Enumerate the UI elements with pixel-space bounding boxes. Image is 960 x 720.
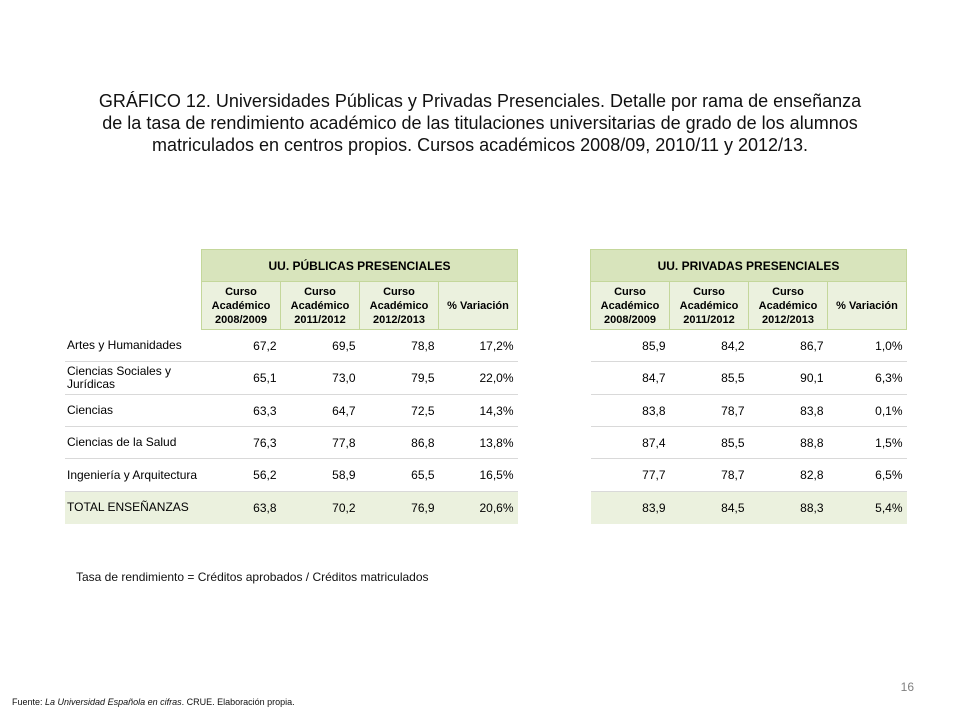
table-gap [518,427,591,459]
table-row [65,427,907,459]
column-header: % Variación [439,282,518,330]
formula-note: Tasa de rendimiento = Créditos aprobados / Créditos matriculados [76,570,429,584]
table-cell: 85,5 [670,427,749,459]
table-cell: 83,8 [749,395,828,427]
table-cell: 84,7 [591,362,670,395]
table-cell: 13,8% [439,427,518,459]
table-cell: 14,3% [439,395,518,427]
table-row [65,459,907,492]
table-cell: 0,1% [828,395,907,427]
source-prefix: Fuente: [12,697,46,707]
table-cell: 1,5% [828,427,907,459]
table-cell: 72,5 [360,395,439,427]
column-header: Curso Académico 2008/2009 [202,282,281,330]
table-cell: 84,2 [670,330,749,362]
table-cell: 83,9 [591,492,670,524]
table-gap [518,330,591,362]
group-header-privadas: UU. PRIVADAS PRESENCIALES [591,250,907,282]
row-label: Ingeniería y Arquitectura [65,459,202,492]
table-cell: 64,7 [281,395,360,427]
table-row [65,362,907,395]
row-label: TOTAL ENSEÑANZAS [65,492,202,524]
table-cell: 16,5% [439,459,518,492]
table-cell: 6,3% [828,362,907,395]
table-cell: 77,8 [281,427,360,459]
table-cell: 67,2 [202,330,281,362]
table-cell: 76,9 [360,492,439,524]
table-group-header-row [65,250,907,282]
table-cell: 85,5 [670,362,749,395]
page-number: 16 [900,680,914,694]
table-cell: 90,1 [749,362,828,395]
table-cell: 70,2 [281,492,360,524]
table-cell: 86,8 [360,427,439,459]
column-header: Curso Académico 2012/2013 [749,282,828,330]
column-header: Curso Académico 2012/2013 [360,282,439,330]
table-cell: 58,9 [281,459,360,492]
table-cell: 63,3 [202,395,281,427]
table-gap [518,250,591,282]
table-cell: 76,3 [202,427,281,459]
table-cell: 17,2% [439,330,518,362]
table-cell: 88,3 [749,492,828,524]
table-cell: 5,4% [828,492,907,524]
source-suffix: . CRUE. Elaboración propia. [181,697,295,707]
table-cell: 20,6% [439,492,518,524]
table-cell: 78,7 [670,395,749,427]
column-header: % Variación [828,282,907,330]
table-gap [518,492,591,524]
table-cell: 85,9 [591,330,670,362]
table-cell: 77,7 [591,459,670,492]
table-corner [65,250,202,282]
column-header: Curso Académico 2011/2012 [670,282,749,330]
table-row [65,330,907,362]
rendimiento-table [65,249,907,524]
table-cell: 78,8 [360,330,439,362]
table-cell: 6,5% [828,459,907,492]
table-cell: 65,5 [360,459,439,492]
table-cell: 84,5 [670,492,749,524]
row-label: Artes y Humanidades [65,330,202,362]
table-cell: 63,8 [202,492,281,524]
column-header: Curso Académico 2011/2012 [281,282,360,330]
table-cell: 65,1 [202,362,281,395]
table-gap [518,362,591,395]
table-cell: 86,7 [749,330,828,362]
table-cell: 73,0 [281,362,360,395]
table-cell: 78,7 [670,459,749,492]
source-note [12,697,295,707]
table-cell: 87,4 [591,427,670,459]
table-row [65,395,907,427]
table-gap [518,395,591,427]
table-corner [65,282,202,330]
page-title: GRÁFICO 12. Universidades Públicas y Privadas Presenciales. Detalle por rama de enseñanza de la tasa de rendimiento académico de las titulaciones universitarias de grado de los alumnos matriculados en centros propios. Cursos académicos 2008/09, 2010/11 y 2012/13. [98,91,862,155]
table-cell: 22,0% [439,362,518,395]
table-cell: 1,0% [828,330,907,362]
table-gap [518,459,591,492]
column-header: Curso Académico 2008/2009 [591,282,670,330]
table-cell: 83,8 [591,395,670,427]
row-label: Ciencias [65,395,202,427]
table-cell: 82,8 [749,459,828,492]
table-row-total [65,492,907,524]
group-header-publicas: UU. PÚBLICAS PRESENCIALES [202,250,518,282]
table-cell: 69,5 [281,330,360,362]
row-label: Ciencias de la Salud [65,427,202,459]
table-cell: 88,8 [749,427,828,459]
source-work: La Universidad Española en cifras [45,697,182,707]
table-cell: 79,5 [360,362,439,395]
table-gap [518,282,591,330]
table-cell: 56,2 [202,459,281,492]
row-label: Ciencias Sociales y Jurídicas [65,362,202,395]
table-column-header-row [65,282,907,330]
